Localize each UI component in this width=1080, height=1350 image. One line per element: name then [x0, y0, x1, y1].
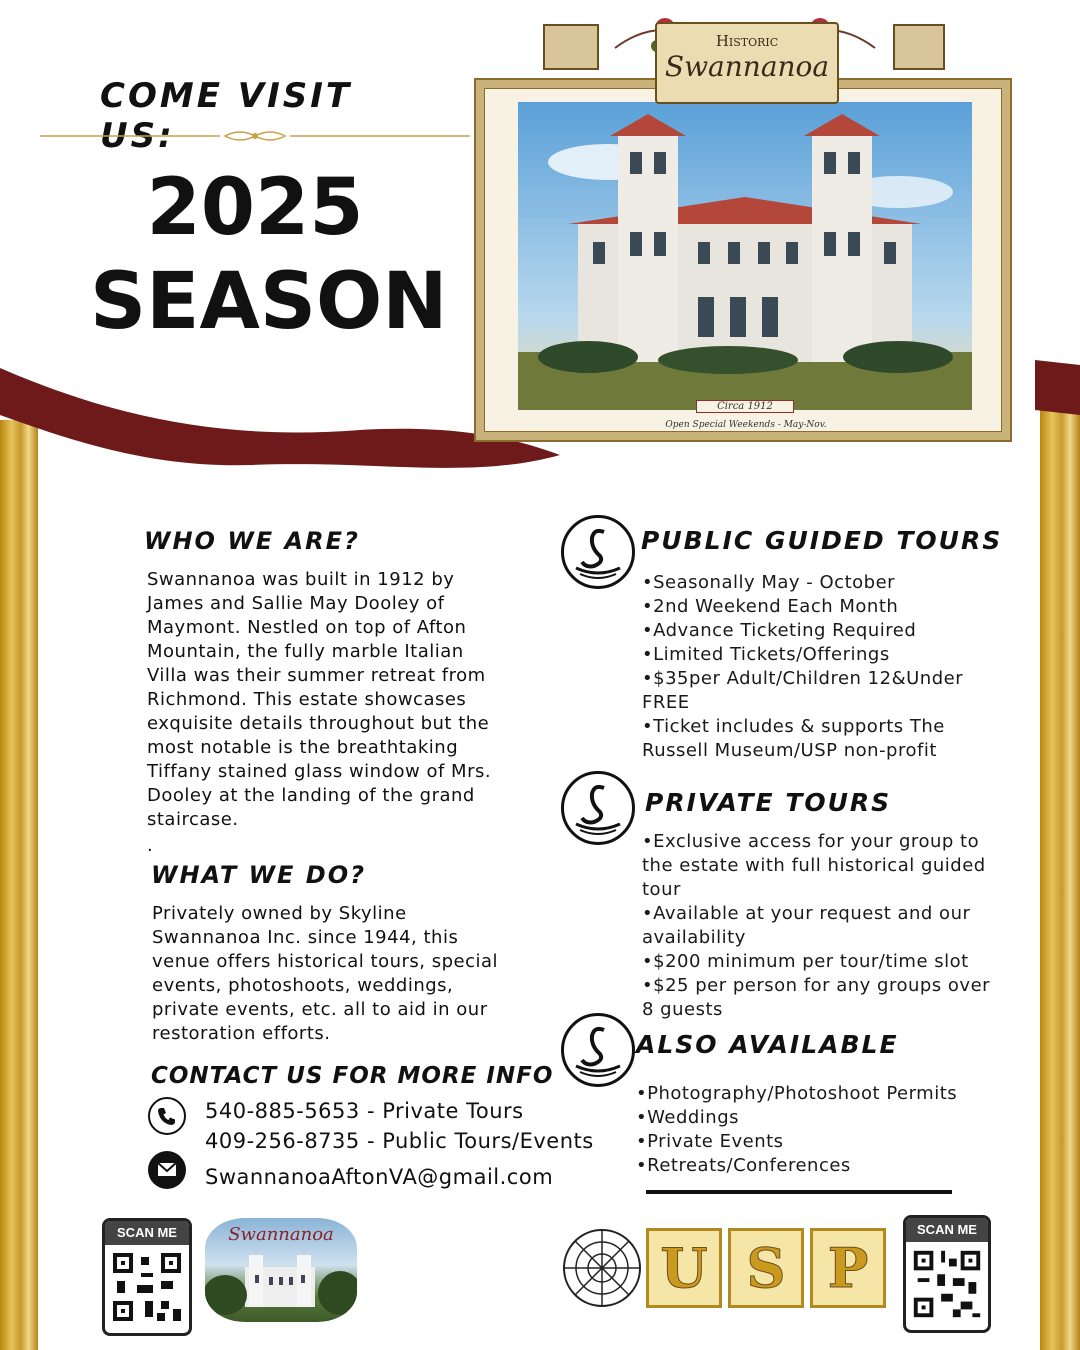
email-link[interactable]: SwannanoaAftonVA@gmail.com [205, 1165, 554, 1189]
usp-letter-tile: U [646, 1228, 722, 1308]
swan-logo-icon [561, 771, 635, 845]
list-item: • Advance Ticketing Required [642, 619, 982, 643]
private-tours-heading: PRIVATE TOURS [645, 788, 892, 817]
banner-small-text: Historic [715, 32, 779, 50]
usp-letter-tile: P [810, 1228, 886, 1308]
what-we-do-text: Privately owned by Skyline Swannanoa Inc. since 1944, this venue offers historical tours, special events, photoshoots, weddings, private events, etc. all to aid in our restoration efforts. [152, 903, 499, 1044]
list-item: • Retreats/Conferences [636, 1154, 976, 1178]
phone-icon [148, 1097, 186, 1135]
postcard-frame [474, 78, 1012, 442]
public-tours-heading: PUBLIC GUIDED TOURS [641, 526, 1003, 555]
list-item: • Ticket includes & supports The Russell Museum/USP non-profit [642, 715, 982, 763]
list-item: • Available at your request and our availability [642, 902, 992, 950]
usp-letter-tile: S [728, 1228, 804, 1308]
what-we-do-heading: WHAT WE DO? [151, 861, 367, 889]
phone-private-tours[interactable]: 540-885-5653 - Private Tours [205, 1099, 524, 1123]
list-item: • Private Events [636, 1130, 976, 1154]
private-tours-list [642, 830, 992, 1022]
who-we-are-dot: . [147, 835, 154, 856]
list-item: • 2nd Weekend Each Month [642, 595, 982, 619]
qr-icon [906, 1242, 988, 1326]
contact-heading: CONTACT US FOR MORE INFO [151, 1063, 554, 1089]
left-swan-tile [543, 24, 599, 70]
mansion-illustration [518, 102, 972, 410]
right-swan-tile [893, 24, 945, 70]
postcard-caption: Open Special Weekends - May-Nov. [665, 420, 827, 430]
scan-me-label: SCAN ME [906, 1218, 988, 1242]
year-heading: 2025 [146, 163, 364, 253]
usp-logo [646, 1228, 886, 1308]
section-divider [646, 1190, 952, 1194]
mail-icon [148, 1151, 186, 1189]
phone-public-tours[interactable]: 409-256-8735 - Public Tours/Events [205, 1129, 594, 1153]
left-gold-border [0, 420, 38, 1350]
swan-logo-icon [561, 515, 635, 589]
list-item: • Limited Tickets/Offerings [642, 643, 982, 667]
list-item: • Weddings [636, 1106, 976, 1130]
qr-code-right[interactable] [903, 1215, 991, 1333]
qr-code-left[interactable] [102, 1218, 192, 1336]
qr-icon [105, 1245, 189, 1329]
list-item: • $200 minimum per tour/time slot [642, 950, 992, 974]
swan-logo-icon [561, 1013, 635, 1087]
list-item: • $35per Adult/Children 12&Under FREE [642, 667, 982, 715]
list-item: • $25 per person for any groups over 8 guests [642, 974, 992, 1022]
divider-ornament [40, 128, 470, 144]
list-item: • Seasonally May - October [642, 571, 982, 595]
list-item: • Exclusive access for your group to the estate with full historical guided tour [642, 830, 992, 902]
season-heading: SEASON [90, 257, 448, 347]
banner-name: Swannanoa [664, 50, 830, 83]
mansion-photo [205, 1218, 357, 1322]
who-we-are-heading: WHO WE ARE? [144, 527, 360, 555]
seal-icon [560, 1226, 644, 1310]
public-tours-list [642, 571, 982, 763]
photo-label: Swannanoa [228, 1224, 334, 1245]
scan-me-label: SCAN ME [105, 1221, 189, 1245]
also-available-heading: ALSO AVAILABLE [636, 1030, 899, 1059]
right-gold-border [1040, 410, 1080, 1350]
come-visit-heading: COME VISIT US: [100, 76, 353, 156]
title-banner [655, 22, 839, 104]
list-item: • Photography/Photoshoot Permits [636, 1082, 976, 1106]
also-available-list [636, 1082, 976, 1178]
circa-label: Circa 1912 [696, 400, 794, 413]
who-we-are-text: Swannanoa was built in 1912 by James and Sallie May Dooley of Maymont. Nestled on top of Afton Mountain, the fully marble Italian Villa was their summer retreat from Richmond. This estate showcases exquisite details throughout but the most notable is the breathtaking Tiffany stained glass window of Mrs. Dooley at the landing of the grand staircase. [147, 569, 492, 830]
